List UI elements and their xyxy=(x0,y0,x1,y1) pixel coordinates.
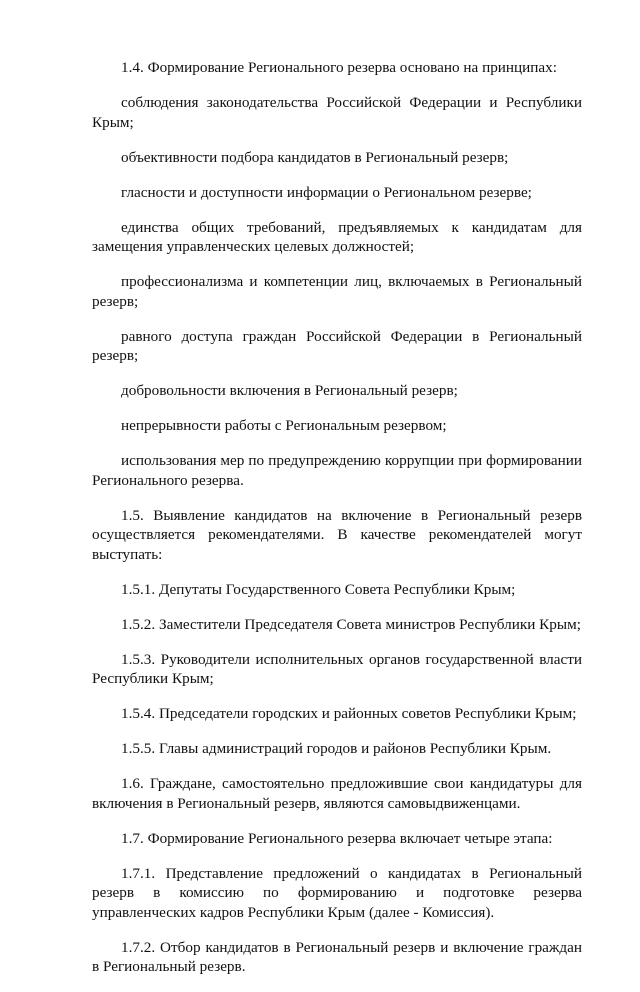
principle-voluntariness: добровольности включения в Региональный резерв; xyxy=(121,382,458,399)
paragraph-1-5-3: 1.5.3. Руководители исполнительных органов государственной власти Республики Крым; xyxy=(92,650,582,687)
paragraph-1-5-1: 1.5.1. Депутаты Государственного Совета Республики Крым; xyxy=(121,580,516,598)
principle-transparency: гласности и доступности информации о Региональном резерве; xyxy=(121,183,532,201)
principle-equal-access: равного доступа граждан Российской Федерации в Региональный резерв; xyxy=(92,327,582,364)
principle-professionalism: профессионализма и компетенции лиц, включаемых в Региональный резерв; xyxy=(92,273,582,310)
principle-legality: соблюдения законодательства Российской Федерации и Республики Крым; xyxy=(92,94,582,131)
paragraph-1-6: 1.6. Граждане, самостоятельно предложившие свои кандидатуры для включения в Региональный резерв, являются самовыдвиженцами. xyxy=(92,775,582,812)
paragraph-1-5-5: 1.5.5. Главы администраций городов и районов Республики Крым. xyxy=(121,740,552,757)
principle-objectivity: объективности подбора кандидатов в Региональный резерв; xyxy=(121,148,509,166)
paragraph-1-7: 1.7. Формирование Регионального резерва включает четыре этапа: xyxy=(121,829,553,847)
paragraph-1-5-2: 1.5.2. Заместители Председателя Совета министров Республики Крым; xyxy=(121,615,581,633)
paragraph-1-7-1: 1.7.1. Представление предложений о кандидатах в Региональный резерв в комиссию по формированию и подготовке резерва управленческих кадров Республики Крым (далее - Комиссия). xyxy=(92,864,582,921)
principle-uniform-requirements: единства общих требований, предъявляемых к кандидатам для замещения управленческих целевых должностей; xyxy=(92,218,582,255)
paragraph-1-5: 1.5. Выявление кандидатов на включение в Региональный резерв осуществляется рекомендателями. В качестве рекомендателей могут выступать: xyxy=(92,506,582,563)
principle-continuity: непрерывности работы с Региональным резервом; xyxy=(121,417,447,434)
paragraph-1-7-2: 1.7.2. Отбор кандидатов в Региональный резерв и включение граждан в Региональный резерв. xyxy=(92,938,582,975)
principle-anti-corruption: использования мер по предупреждению коррупции при формировании Регионального резерва. xyxy=(92,452,582,489)
paragraph-1-5-4: 1.5.4. Председатели городских и районных советов Республики Крым; xyxy=(121,705,577,722)
paragraph-1-4: 1.4. Формирование Регионального резерва основано на принципах: xyxy=(121,59,557,76)
document-page xyxy=(92,58,582,992)
